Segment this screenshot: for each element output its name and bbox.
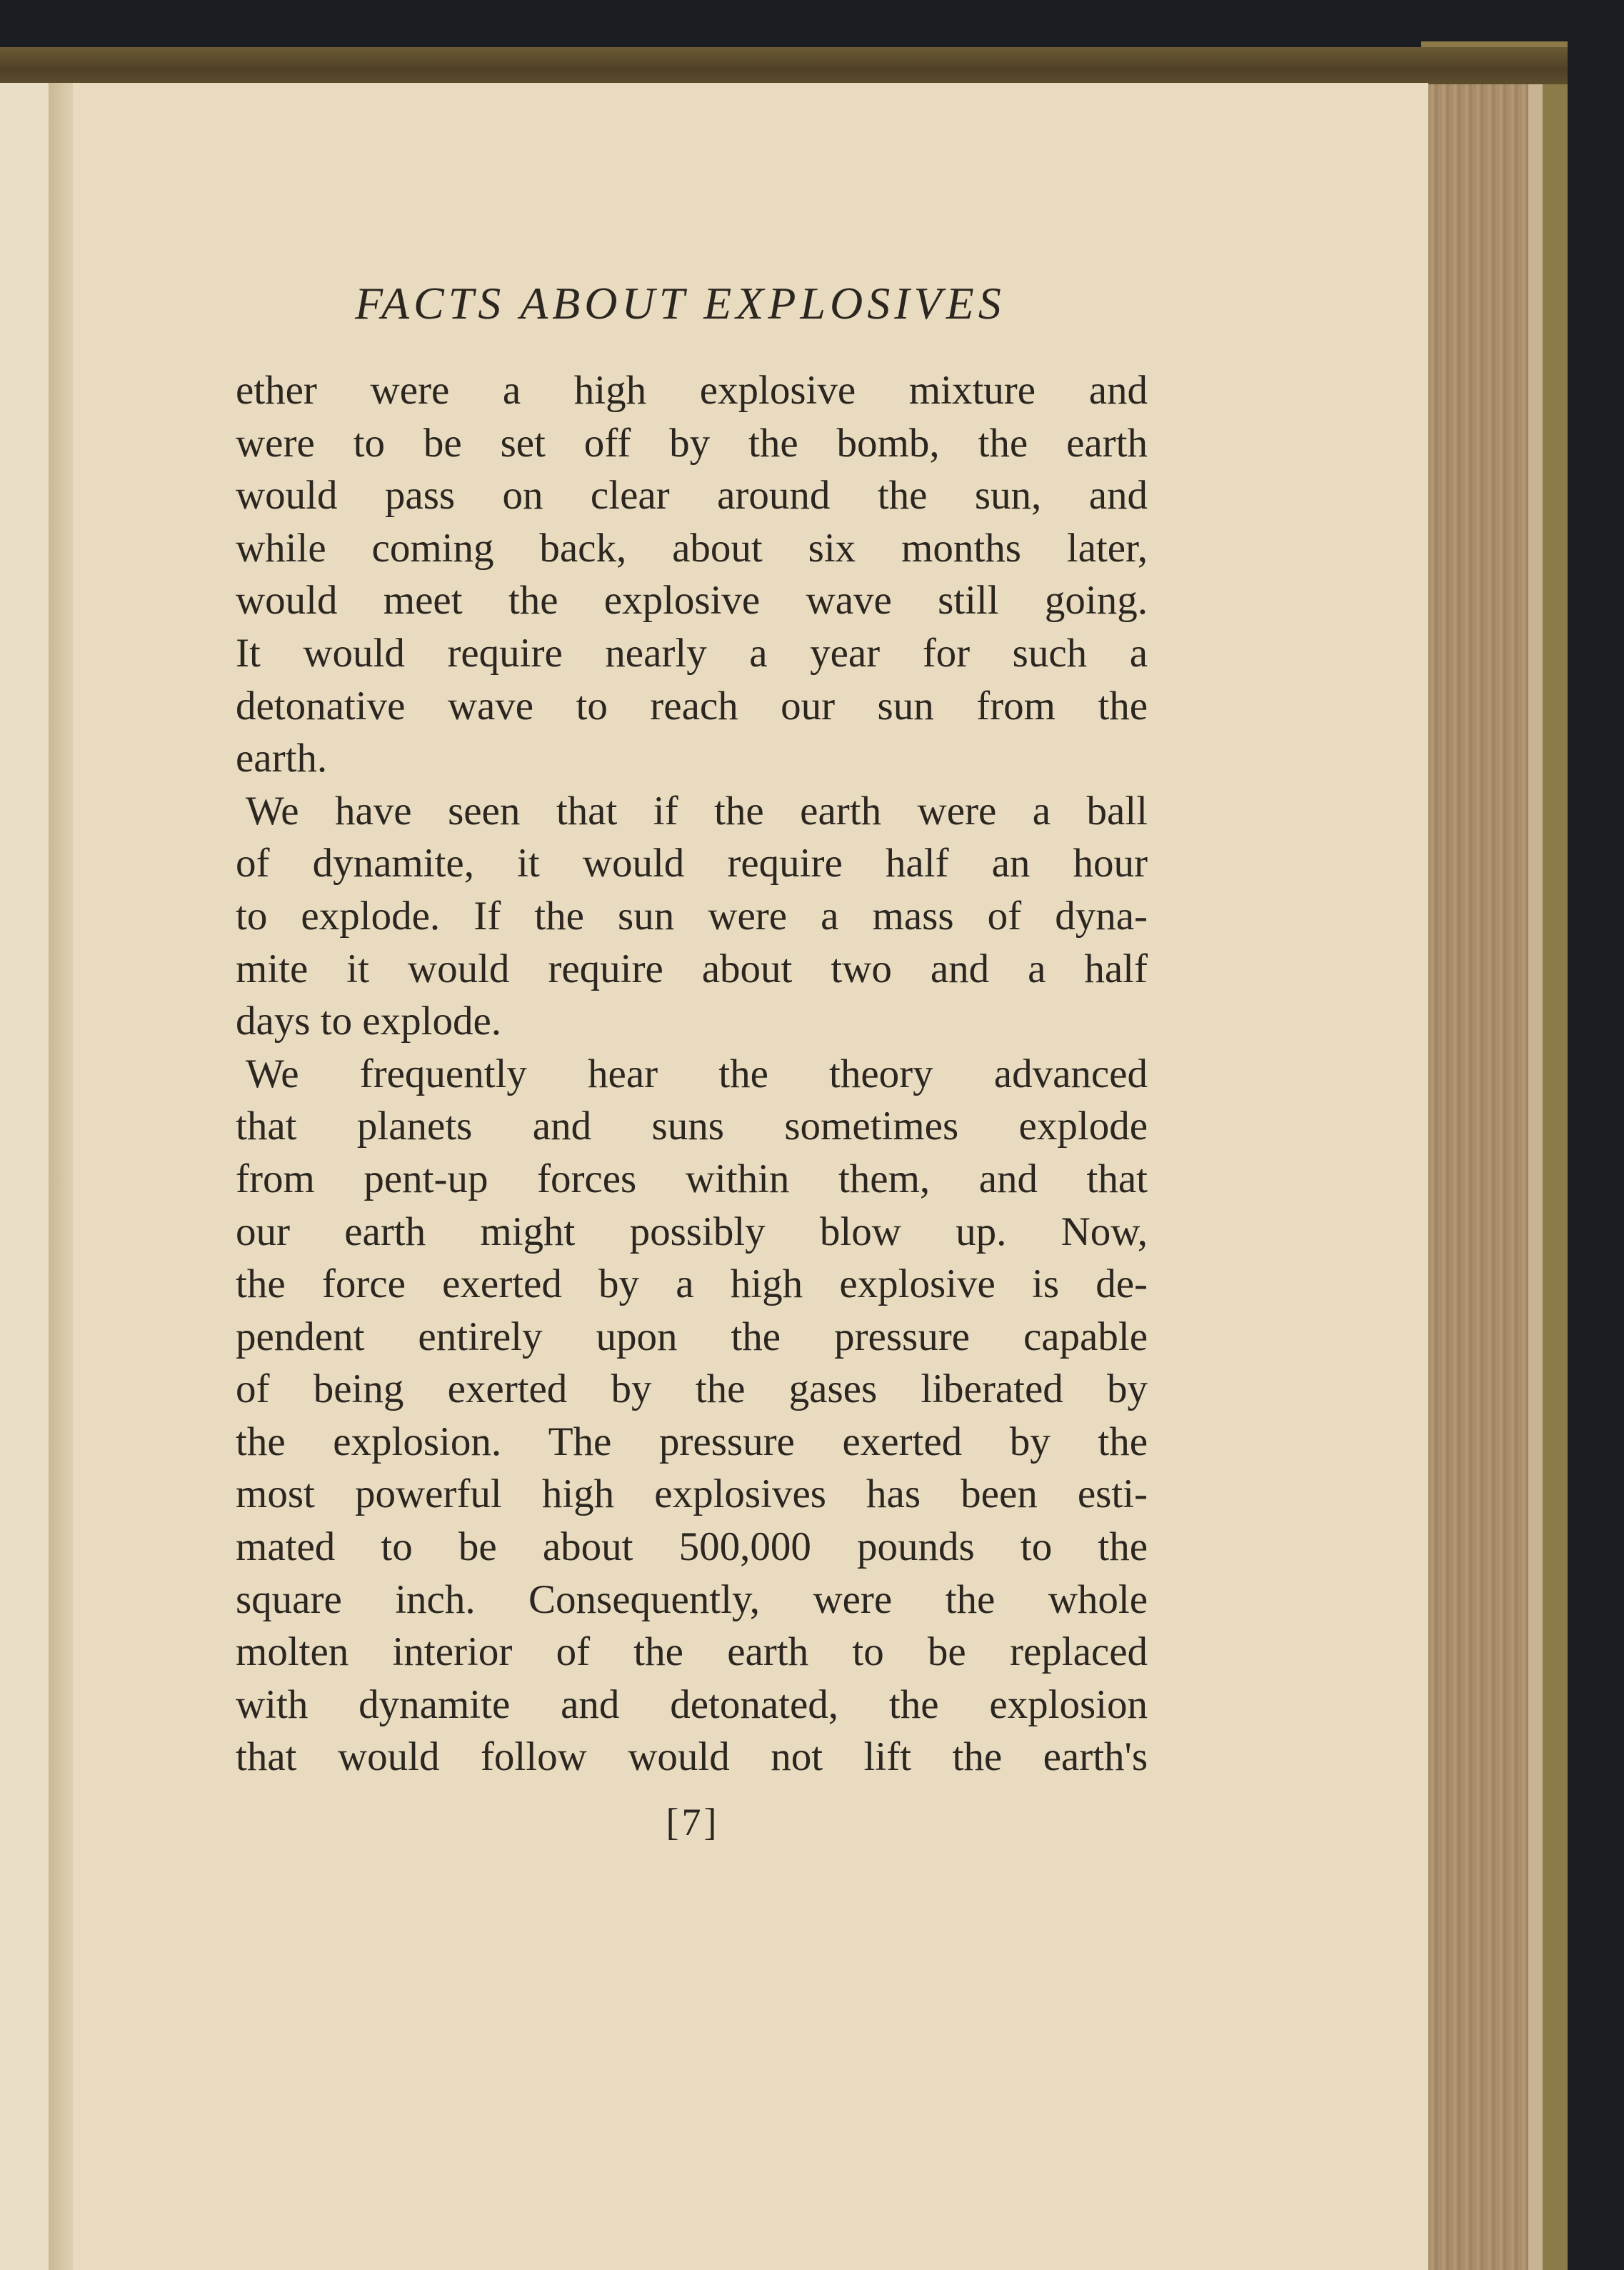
text-line: while coming back, about six months later,: [236, 525, 1148, 571]
text-line: mated to be about 500,000 pounds to the: [236, 1524, 1148, 1570]
text-line: from pent-up forces within them, and that: [236, 1156, 1148, 1201]
text-line: molten interior of the earth to be replaced: [236, 1629, 1148, 1675]
text-line: detonative wave to reach our sun from the: [236, 683, 1148, 729]
text-line: square inch. Consequently, were the whole: [236, 1576, 1148, 1622]
text-line: that planets and suns sometimes explode: [236, 1104, 1148, 1149]
previous-page-edge: [0, 83, 49, 2270]
binding-top-edge: [0, 47, 1568, 84]
text-line: of being exerted by the gases liberated by: [236, 1366, 1148, 1412]
text-line: our earth might possibly blow up. Now,: [236, 1209, 1148, 1254]
text-line: the force exerted by a high explosive is de-: [236, 1261, 1148, 1307]
text-line: would pass on clear around the sun, and: [236, 473, 1148, 519]
text-line: with dynamite and detonated, the explosion: [236, 1681, 1148, 1727]
page-number: [7]: [666, 1801, 720, 1844]
body-text: [236, 364, 1148, 1784]
text-line: We frequently hear the theory advanced: [246, 1051, 1148, 1096]
page-edges: [1428, 80, 1543, 2270]
text-line: to explode. If the sun were a mass of dyna-: [236, 893, 1148, 939]
text-line: of dynamite, it would require half an hour: [236, 841, 1148, 886]
text-line: were to be set off by the bomb, the earth: [236, 420, 1148, 466]
text-line: pendent entirely upon the pressure capable: [236, 1314, 1148, 1359]
text-line: most powerful high explosives has been esti-: [236, 1471, 1148, 1517]
text-line: would meet the explosive wave still going.: [236, 578, 1148, 624]
text-line: the explosion. The pressure exerted by the: [236, 1419, 1148, 1464]
text-line: days to explode.: [236, 999, 502, 1044]
running-head: FACTS ABOUT EXPLOSIVES: [355, 278, 1006, 329]
text-line: earth.: [236, 736, 328, 781]
text-line: mite it would require about two and a half: [236, 946, 1148, 991]
text-line: ether were a high explosive mixture and: [236, 368, 1148, 413]
text-line: that would follow would not lift the earth's: [236, 1734, 1148, 1780]
text-line: It would require nearly a year for such a: [236, 630, 1148, 676]
text-line: We have seen that if the earth were a ball: [246, 788, 1148, 834]
gutter-shadow: [49, 83, 73, 2270]
